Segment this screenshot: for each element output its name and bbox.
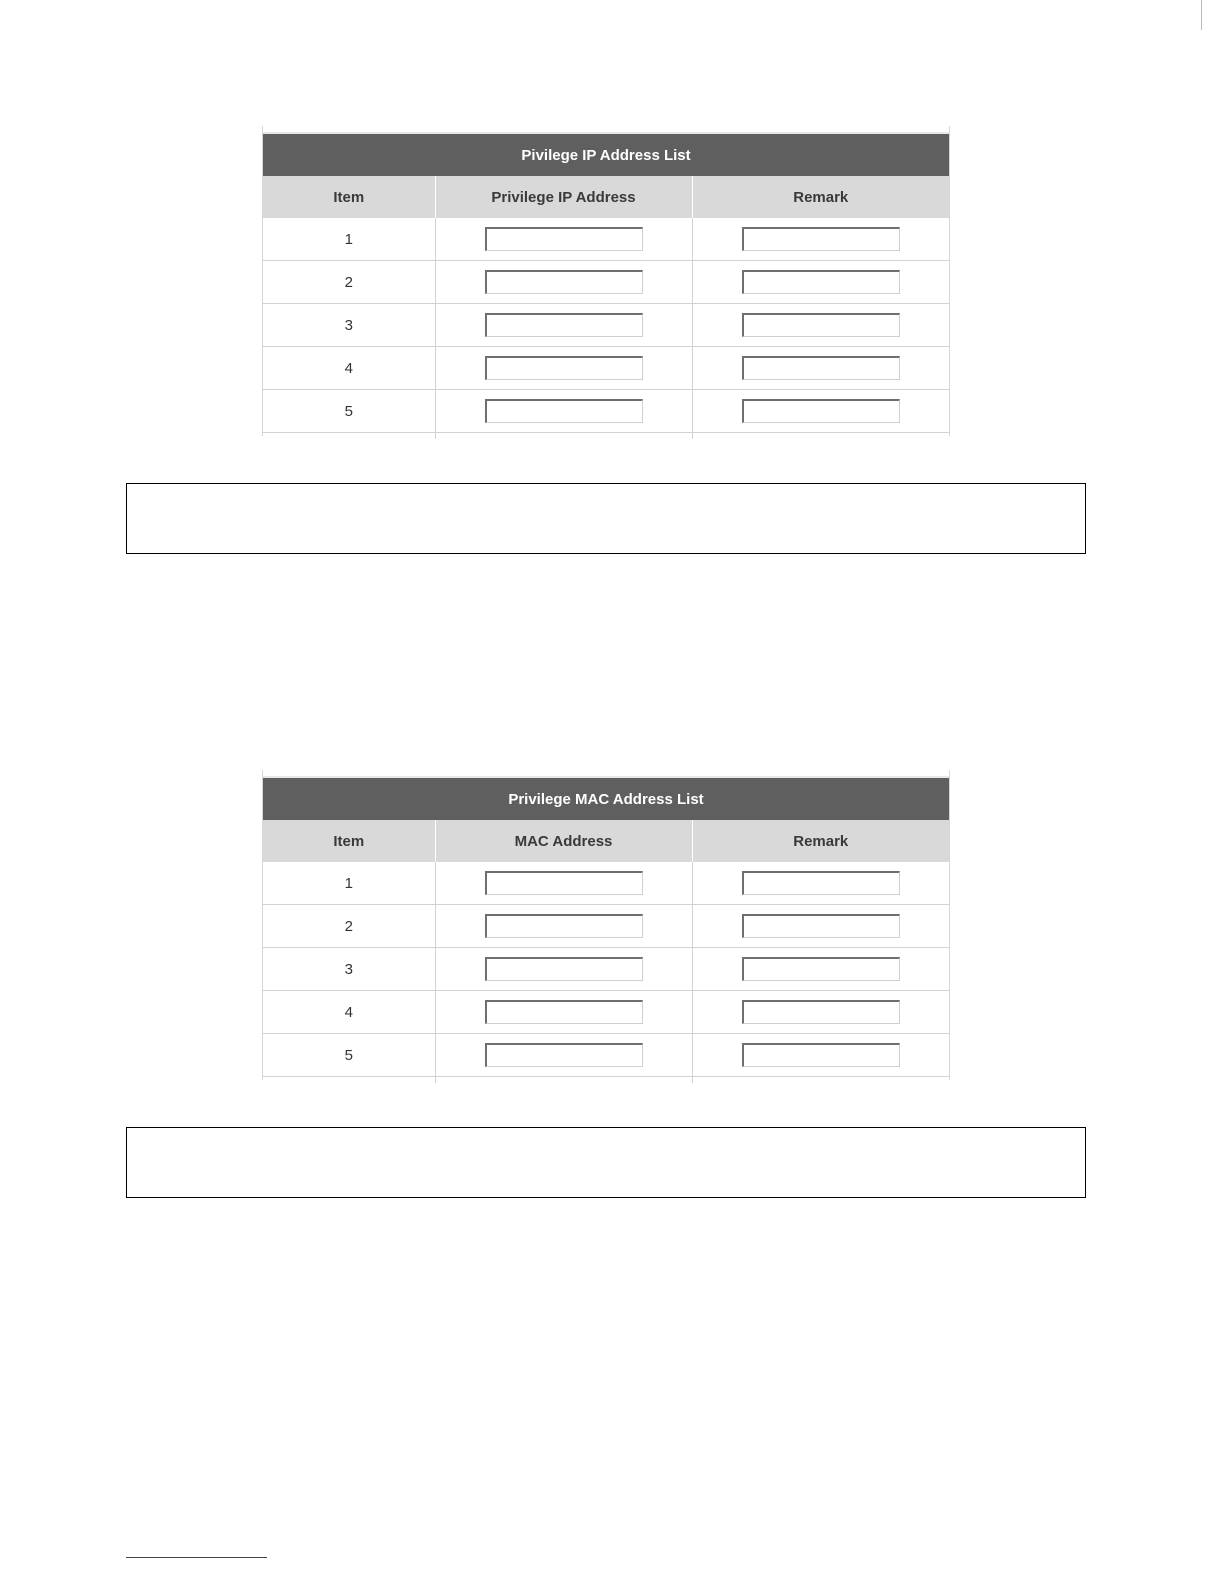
ip-item-number: 5 bbox=[263, 390, 435, 433]
privilege-mac-list-panel bbox=[262, 770, 950, 1080]
mac-header-remark: Remark bbox=[692, 820, 949, 862]
mac-remark-input-5[interactable] bbox=[742, 1043, 900, 1067]
table-row bbox=[263, 862, 949, 905]
table-row bbox=[263, 948, 949, 991]
privilege-mac-table bbox=[263, 776, 949, 1083]
table-row-cutoff bbox=[263, 433, 949, 440]
mac-item-number: 2 bbox=[263, 905, 435, 948]
ip-header-item: Item bbox=[263, 176, 435, 218]
table-row bbox=[263, 261, 949, 304]
table-row bbox=[263, 390, 949, 433]
mac-list-title: Privilege MAC Address List bbox=[263, 777, 949, 820]
page-edge-rule bbox=[1201, 0, 1202, 30]
table-row bbox=[263, 347, 949, 390]
table-row bbox=[263, 218, 949, 261]
ip-remark-input-2[interactable] bbox=[742, 270, 900, 294]
ip-address-input-2[interactable] bbox=[485, 270, 643, 294]
mac-remark-input-1[interactable] bbox=[742, 871, 900, 895]
table-row bbox=[263, 991, 949, 1034]
mac-address-input-3[interactable] bbox=[485, 957, 643, 981]
mac-address-input-1[interactable] bbox=[485, 871, 643, 895]
ip-address-input-5[interactable] bbox=[485, 399, 643, 423]
table-row-cutoff bbox=[263, 1077, 949, 1084]
ip-remark-input-1[interactable] bbox=[742, 227, 900, 251]
ip-address-input-1[interactable] bbox=[485, 227, 643, 251]
footnote-separator bbox=[126, 1557, 267, 1558]
mac-remark-input-3[interactable] bbox=[742, 957, 900, 981]
note-box bbox=[126, 483, 1086, 554]
ip-address-input-3[interactable] bbox=[485, 313, 643, 337]
ip-remark-input-4[interactable] bbox=[742, 356, 900, 380]
mac-header-item: Item bbox=[263, 820, 435, 862]
mac-address-input-4[interactable] bbox=[485, 1000, 643, 1024]
privilege-ip-list-panel bbox=[262, 126, 950, 436]
mac-address-input-2[interactable] bbox=[485, 914, 643, 938]
ip-address-input-4[interactable] bbox=[485, 356, 643, 380]
note-box bbox=[126, 1127, 1086, 1198]
mac-item-number: 5 bbox=[263, 1034, 435, 1077]
table-row bbox=[263, 1034, 949, 1077]
mac-item-number: 3 bbox=[263, 948, 435, 991]
ip-header-address: Privilege IP Address bbox=[435, 176, 692, 218]
ip-item-number: 1 bbox=[263, 218, 435, 261]
mac-header-address: MAC Address bbox=[435, 820, 692, 862]
mac-address-input-5[interactable] bbox=[485, 1043, 643, 1067]
ip-remark-input-5[interactable] bbox=[742, 399, 900, 423]
ip-list-title: Pivilege IP Address List bbox=[263, 133, 949, 176]
ip-item-number: 2 bbox=[263, 261, 435, 304]
mac-remark-input-4[interactable] bbox=[742, 1000, 900, 1024]
table-row bbox=[263, 905, 949, 948]
ip-remark-input-3[interactable] bbox=[742, 313, 900, 337]
ip-header-remark: Remark bbox=[692, 176, 949, 218]
mac-remark-input-2[interactable] bbox=[742, 914, 900, 938]
ip-item-number: 4 bbox=[263, 347, 435, 390]
table-row bbox=[263, 304, 949, 347]
ip-item-number: 3 bbox=[263, 304, 435, 347]
mac-item-number: 4 bbox=[263, 991, 435, 1034]
privilege-ip-table bbox=[263, 132, 949, 439]
mac-item-number: 1 bbox=[263, 862, 435, 905]
